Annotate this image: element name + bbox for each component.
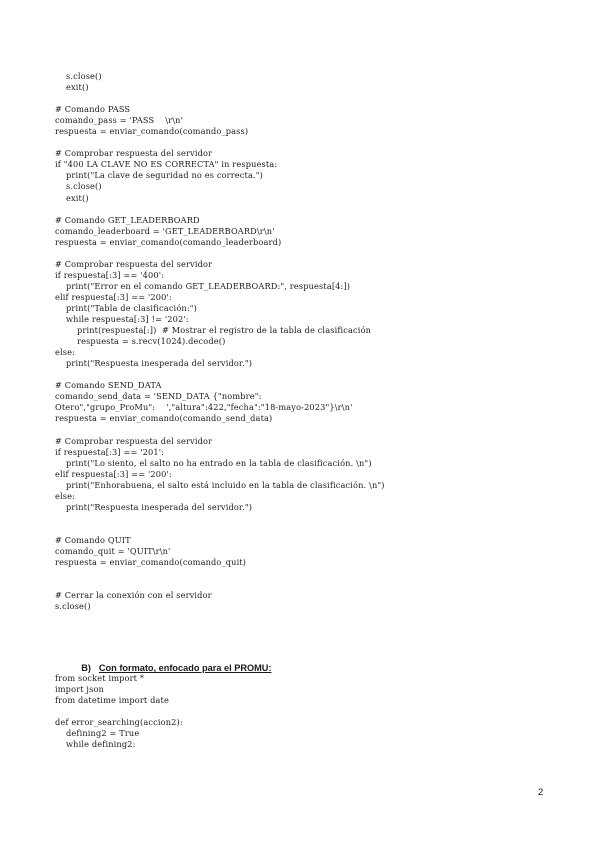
- section-marker: B): [81, 663, 91, 673]
- code-block-bottom: from socket import * import json from datetime import date def error_searching(accion2): defining2 = True while defining2:: [55, 673, 183, 750]
- page-number: 2: [538, 787, 544, 798]
- section-title: Con formato, enfocado para el PROMU:: [98, 663, 272, 673]
- code-block-top: s.close() exit() # Comando PASS comando_pass = 'PASS \r\n' respuesta = enviar_comando(comando_pass) # Comprobar respuesta del servidor if "400 LA CLAVE NO ES CORRECTA" in respuesta: print("La clave de seguridad no es correcta.") s.close() exit() # Comando GET_LEADERBOARD comando_leaderboard = 'GET_LEADERBOARD\r\n' respuesta = enviar_comando(comando_leaderboard) # Comprobar respuesta del servidor if respuesta[:3] == '400': print("Error en el comando GET_LEADERBOARD:", respuesta[4:]) elif respuesta[:3] == '200': print("Tabla de clasificación:") while respuesta[:3] != '202': print(respuesta[:]) # Mostrar el registro de la tabla de clasificación respuesta = s.recv(1024).decode() else: print("Respuesta inesperada del servidor.") # Comando SEND_DATA comando_send_data = 'SEND_DATA {"nombre": Otero","grupo_ProMu": ',"altura":422,"fecha":"18-mayo-2023"}\r\n' respuesta = enviar_comando(comando_send_data) # Comprobar respuesta del servidor if respuesta[:3] == '201': print("Lo siento, el salto no ha entrado en la tabla de clasificación. \n") elif respuesta[:3] == '200': print("Enhorabuena, el salto está incluido en la tabla de clasificación. \n") else: print("Respuesta inesperada del servidor.") # Comando QUIT comando_quit = 'QUIT\r\n' respuesta = enviar_comando(comando_quit) # Cerrar la conexión con el servidor s.close(): [55, 71, 385, 612]
